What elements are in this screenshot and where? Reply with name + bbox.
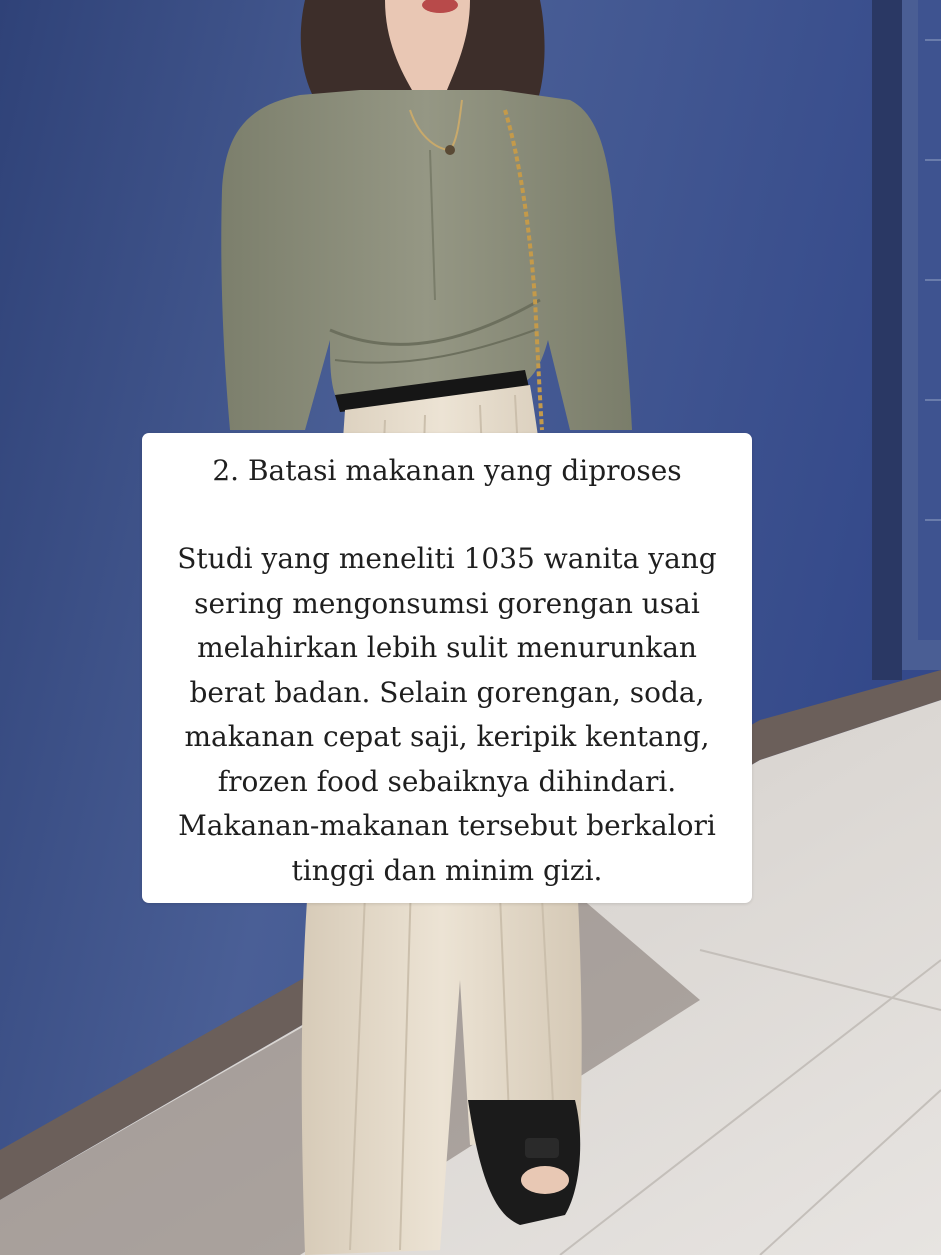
caption-card	[142, 433, 752, 903]
caption-heading: 2. Batasi makanan yang diproses	[212, 454, 682, 487]
sage-top	[221, 90, 632, 430]
caption-line: makanan cepat saji, keripik kentang,	[184, 720, 710, 753]
caption-spacer	[162, 493, 732, 537]
caption-line: Makanan-makanan tersebut berkalori	[178, 809, 716, 842]
caption-line: sering mengonsumsi gorengan usai	[194, 586, 700, 620]
door-frame	[872, 0, 902, 680]
caption-line: tinggi dan minim gizi.	[291, 853, 603, 887]
caption-body	[162, 537, 732, 893]
caption-line: berat badan. Selain gorengan, soda,	[189, 675, 705, 709]
caption-line: melahirkan lebih sulit menurunkan	[197, 631, 697, 664]
caption-line: Studi yang meneliti 1035 wanita yang	[177, 542, 717, 575]
caption-line: frozen food sebaiknya dihindari.	[217, 764, 677, 798]
